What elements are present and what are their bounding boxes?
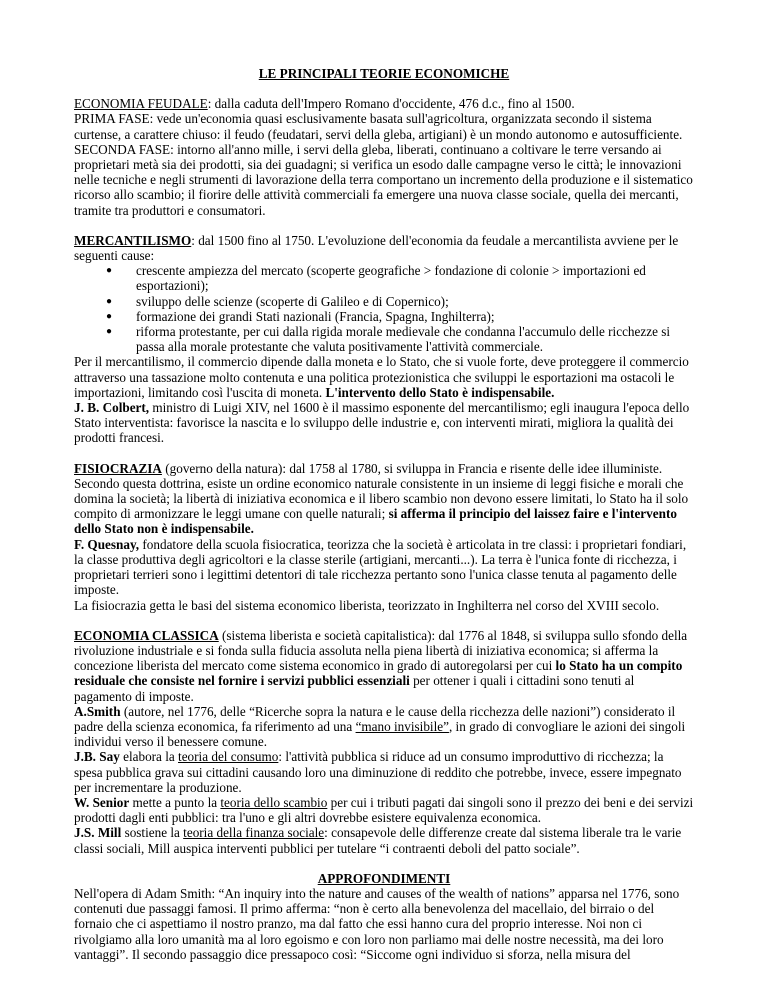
section-economia-classica <box>74 628 694 856</box>
list-item: ● formazione dei grandi Stati nazionali (Francia, Spagna, Inghilterra); <box>136 309 694 324</box>
section-economia-feudale <box>74 96 694 218</box>
mercantilismo-intro <box>74 233 694 263</box>
mill-teoria-finanza-sociale: teoria della finanza sociale <box>183 825 325 841</box>
mercantilismo-heading: MERCANTILISMO <box>74 232 192 248</box>
say-paragraph <box>74 749 694 795</box>
colbert-name: J. B. Colbert, <box>74 400 150 416</box>
smith-text-2: , in grado di convogliare le azioni dei singoli individui verso il benessere comune. <box>74 718 686 750</box>
approfondimenti-text: Nell'opera di Adam Smith: “An inquiry into the nature and causes of the wealth of nations” apparsa nel 1776, sono contenuti due passaggi famosi. Il primo afferma: “non è certo alla benevolenza del macellaio, del birraio o del fornaio che ci aspettiamo il nostro pranzo, ma dal fatto che essi hanno cura del proprio interesse. Noi non ci rivolgiamo alla loro umanità ma al loro egoismo e con loro non parliamo mai delle nostre necessità, ma dei loro vantaggi”. Il secondo passaggio dice pressapoco così: “Siccome ogni individuo si sforza, nella misura del <box>74 885 680 962</box>
list-item: ● sviluppo delle scienze (scoperte di Galileo e di Copernico); <box>136 294 694 309</box>
section-fisiocrazia <box>74 461 694 613</box>
senior-name: W. Senior <box>74 794 130 810</box>
quesnay-paragraph <box>74 537 694 598</box>
senior-text-1: mette a punto la <box>129 794 221 810</box>
mercantilismo-emphasis: L'intervento dello Stato è indispensabile. <box>325 384 555 400</box>
senior-text-2: per cui i tributi pagati dai singoli sono il prezzo dei beni e dei servizi prodotti dagli enti pubblici: tra l'uno e gli altri dovrebbe esistere equivalenza economica. <box>74 794 694 826</box>
section-mercantilismo <box>74 233 694 446</box>
classica-intro <box>74 628 694 704</box>
say-text-2: : l'attività pubblica si riduce ad un consumo improduttivo di ricchezza; la spesa pubblica grava sui cittadini causando loro una diminuzione di reddito che potrebbe, invece, essere impegnato per incrementare la produzione. <box>74 749 682 795</box>
quesnay-name: F. Quesnay, <box>74 536 140 552</box>
section-approfondimenti <box>74 871 694 962</box>
mercantilismo-causes-list <box>74 263 694 354</box>
mill-text-1: sostiene la <box>121 825 184 841</box>
feudale-intro <box>74 96 694 111</box>
feudale-seconda-fase: SECONDA FASE: intorno all'anno mille, i servi della gleba, liberati, continuano a coltivare le terre versando ai proprietari metà sia dei prodotti, sia dei guadagni; si verifica un esodo dalle campagne verso le città; le innovazioni nelle tecniche e negli strumenti di lavorazione della terra comportano un incremento della produzione e il sistematico ricorso allo scambio; il fiorire delle attività commerciali fa emergere una nuova classe sociale, quella dei mercanti, tramite tra produttori e consumatori. <box>74 141 693 218</box>
feudale-prima-fase: PRIMA FASE: vede un'economia quasi esclusivamente basata sull'agricoltura, organizzata secondo il sistema curtense, a carattere chiuso: il feudo (feudatari, servi della gleba, artigiani) è un mondo autonomo e autosufficiente. <box>74 111 683 142</box>
senior-teoria-scambio: teoria dello scambio <box>220 794 328 810</box>
list-item: ● crescente ampiezza del mercato (scoperte geografiche > fondazione di colonie > importazioni ed esportazioni); <box>136 263 694 293</box>
fisiocrazia-intro <box>74 461 694 537</box>
mill-paragraph <box>74 825 694 855</box>
feudale-heading: ECONOMIA FEUDALE <box>74 96 208 112</box>
smith-text-1: (autore, nel 1776, delle “Ricerche sopra la natura e le cause della ricchezza delle nazioni”) considerato il padre della scienza economica, fa riferimento ad una <box>74 703 676 734</box>
mercantilismo-paragraph <box>74 354 694 400</box>
classica-intro-text: (sistema liberista e società capitalistica): dal 1776 al 1848, si sviluppa sullo sfondo della rivoluzione industriale e si fonda sulla fiducia assoluta nella piena libertà di iniziativa economica; si afferma la concezione liberista del mercato come sistema economico in grado di autoregolarsi per cui <box>74 627 688 674</box>
fisiocrazia-heading: FISIOCRAZIA <box>74 460 162 476</box>
classica-emphasis: lo Stato ha un compito residuale che consiste nel fornire i servizi pubblici essenziali <box>74 658 683 689</box>
list-item: ● riforma protestante, per cui dalla rigida morale medievale che condanna l'accumulo delle ricchezze si passa alla morale protestante che valuta positivamente l'attività commerciale. <box>136 324 694 354</box>
fisiocrazia-intro-text: (governo della natura): dal 1758 al 1780, si sviluppa in Francia e risente delle idee illuministe. Secondo questa dottrina, esiste un ordine economico naturale consistente in un insieme di leggi fisiche e morali che domina la società; la libertà di iniziativa economica e il libero scambio non devono essere limitati, lo Stato ha il solo compito di armonizzare le leggi umane con quelle naturali; <box>74 460 689 522</box>
mercantilismo-intro-text: : dal 1500 fino al 1750. L'evoluzione dell'economia da feudale a mercantilista avviene per le seguenti cause: <box>74 232 679 264</box>
quesnay-text: fondatore della scuola fisiocratica, teorizza che la società è articolata in tre classi: i proprietari fondiari, la classe produttiva degli agricoltori e la classe sterile (artigiani, mercanti...). La terra è l'unica fonte di ricchezza, i proprietari terrieri sono i legittimi detentori di tale ricchezza pertanto sono l'unica classe tenuta al pagamento delle imposte. <box>74 536 687 598</box>
colbert-paragraph <box>74 400 694 446</box>
mercantilismo-text: Per il mercantilismo, il commercio dipende dalla moneta e lo Stato, che si vuole forte, deve proteggere il commercio attraverso una tassazione molto contenuta e una politica protezionistica che sviluppi le esportazioni ma ostacoli le importazioni, limitando così l'uscita di moneta. <box>74 354 689 400</box>
mill-text-2: : consapevole delle differenze create dal sistema liberale tra le varie classi sociali, Mill auspica interventi pubblici per tutelare “i contraenti deboli del patto sociale”. <box>74 825 682 856</box>
fisiocrazia-emphasis: si afferma il principio del laissez faire e l'intervento dello Stato non è indispensabile. <box>74 506 677 537</box>
approfondimenti-heading: APPROFONDIMENTI <box>317 870 451 886</box>
document-title: LE PRINCIPALI TEORIE ECONOMICHE <box>258 66 510 81</box>
say-teoria-consumo: teoria del consumo <box>178 749 279 765</box>
say-name: J.B. Say <box>74 749 120 765</box>
say-text-1: elabora la <box>119 749 179 765</box>
smith-name: A.Smith <box>74 703 121 719</box>
fisiocrazia-conclusion: La fisiocrazia getta le basi del sistema economico liberista, teorizzato in Inghilterra nel corso del XVIII secolo. <box>74 597 660 613</box>
smith-mano-invisibile: “mano invisibile” <box>355 718 449 734</box>
smith-paragraph <box>74 704 694 750</box>
classica-heading: ECONOMIA CLASSICA <box>74 627 219 643</box>
classica-intro-end: per ottener i quali i cittadini sono tenuti al pagamento di imposte. <box>74 673 635 704</box>
feudale-intro-text: : dalla caduta dell'Impero Romano d'occidente, 476 d.c., fino al 1500. <box>207 96 575 112</box>
mill-name: J.S. Mill <box>74 825 122 841</box>
colbert-text: ministro di Luigi XIV, nel 1600 è il massimo esponente del mercantilismo; egli inaugura l'epoca dello Stato interventista: favorisce la nascita e lo sviluppo delle industrie e, con interventi mirati, migliora la qualità dei prodotti francesi. <box>74 400 690 446</box>
senior-paragraph <box>74 795 694 825</box>
